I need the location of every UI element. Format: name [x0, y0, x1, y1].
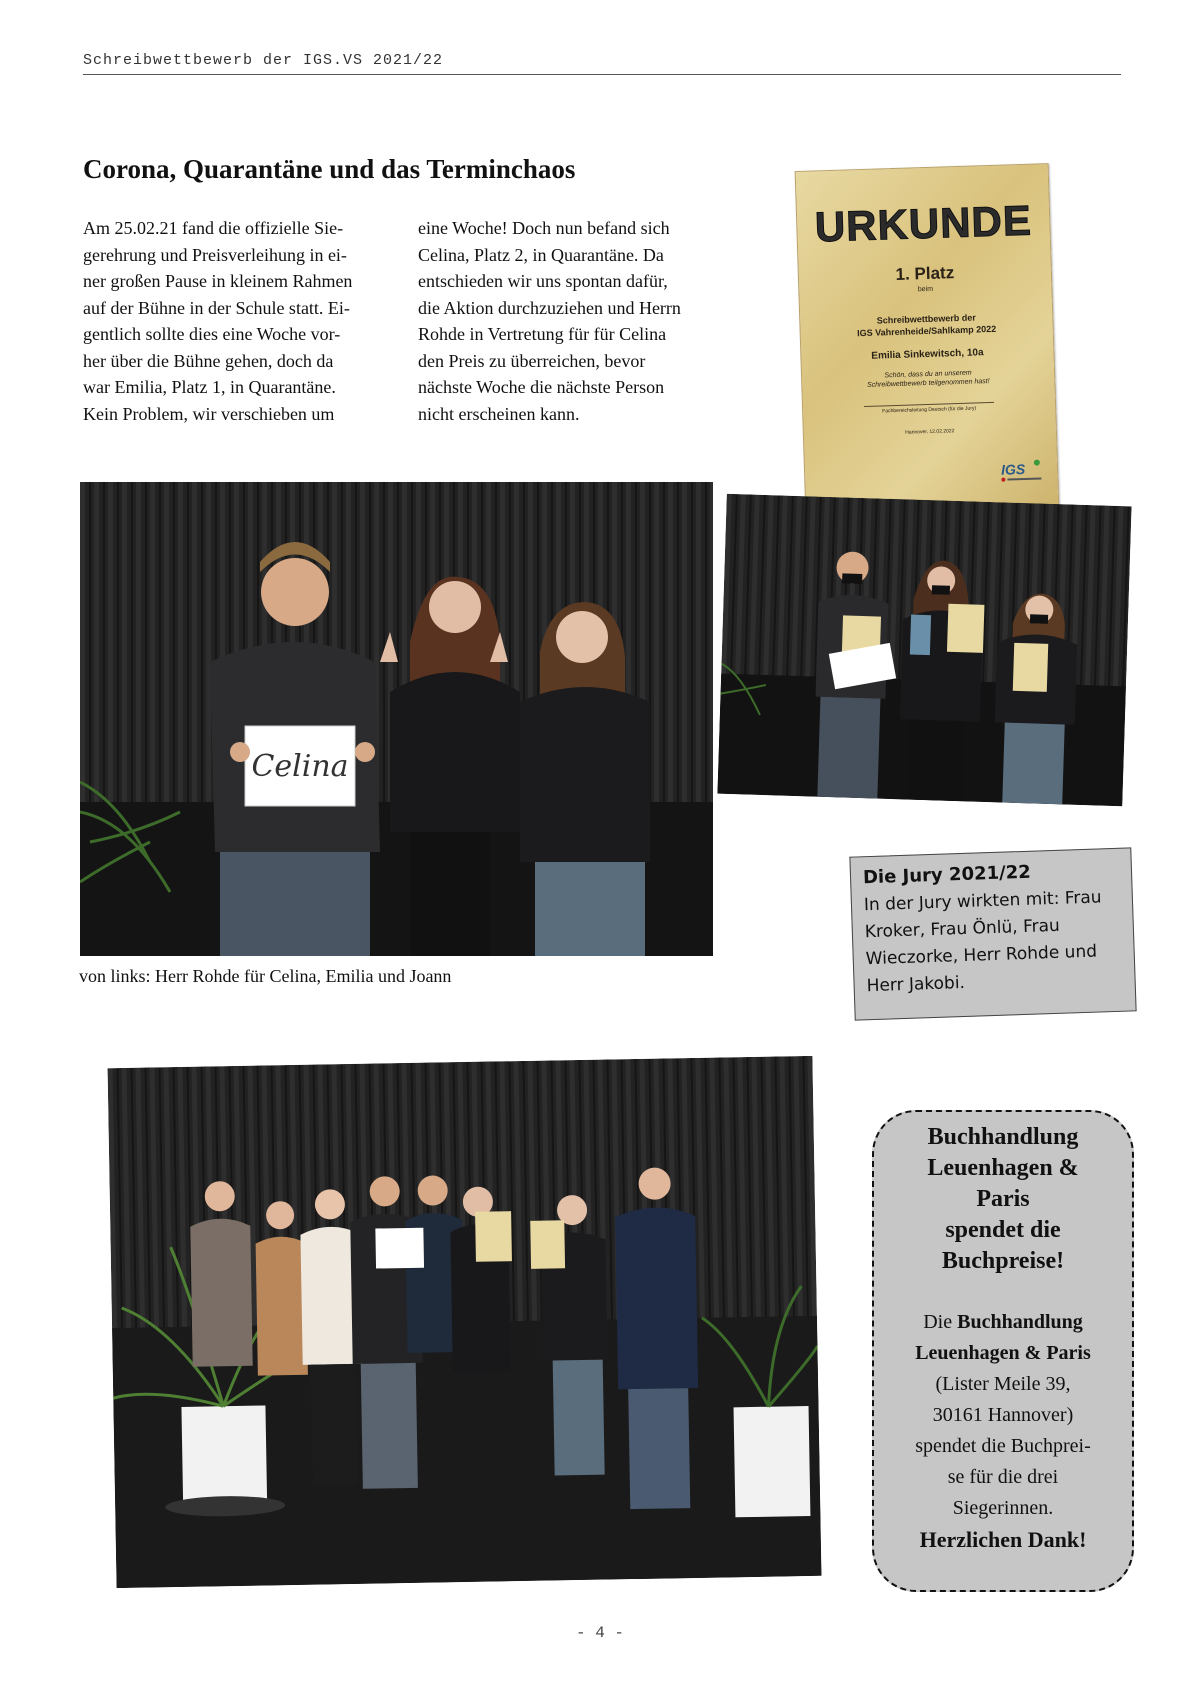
text-line: eine Woche! Doch nun befand sich: [418, 218, 670, 238]
article-title: Corona, Quarantäne und das Terminchaos: [83, 154, 576, 184]
text-line: gentlich sollte dies eine Woche vor-: [83, 324, 341, 344]
text-line: gerehrung und Preisverleihung in ei-: [83, 244, 347, 265]
photo-herr-rohde-emilia-joann: [80, 482, 713, 956]
text-line: nicht erscheinen kann.: [418, 403, 580, 424]
certificate-place: 1. Platz: [895, 263, 955, 284]
bookstore-headline: [874, 1122, 1132, 1277]
school-logo-icon: [997, 457, 1044, 484]
certificate-date: Hannover, 12.02.2022: [905, 428, 955, 436]
photo-caption: von links: Herr Rohde für Celina, Emilia und Joann: [79, 966, 452, 986]
article-column-1: [83, 215, 393, 427]
text-line: den Preis zu überreichen, bevor: [418, 350, 646, 371]
bookstore-body-line: spendet die Buchprei-: [915, 1435, 1091, 1457]
text-line: Am 25.02.21 fand die offizielle Sie-: [83, 218, 344, 238]
text-line: her über die Bühne gehen, doch da: [83, 350, 334, 371]
certificate-contest-line: IGS Vahrenheide/Sahlkamp 2022: [857, 323, 997, 339]
text-line: Kein Problem, wir verschieben um: [83, 403, 335, 424]
text-line: ner großen Pause in kleinem Rahmen: [83, 271, 353, 291]
certificate-name: Emilia Sinkewitsch, 10a: [871, 347, 984, 362]
bookstore-sponsor-box: [872, 1110, 1134, 1592]
bookstore-body-line: Siegerinnen.: [952, 1497, 1054, 1519]
certificate-thanks-line: Schön, dass du an unserem: [884, 369, 972, 380]
bookstore-body-line: se für die drei: [947, 1466, 1059, 1488]
photo-group-jury-winners: [108, 1056, 822, 1588]
bookstore-headline-line: spendet die: [945, 1217, 1061, 1243]
article-column-2: [418, 215, 728, 427]
text-line: Celina, Platz 2, in Quarantäne. Da: [418, 244, 664, 265]
page-number: - 4 -: [575, 1624, 624, 1642]
jury-line: Herr Jakobi.: [866, 972, 966, 997]
jury-title: Die Jury 2021/22: [862, 861, 1032, 889]
text-line: auf der Bühne in der Schule statt. Ei-: [83, 297, 350, 318]
bookstore-body-line: 30161 Hannover): [932, 1404, 1074, 1426]
text-line: entschieden wir uns spontan dafür,: [418, 271, 668, 291]
certificate-contest-line: Schreibwettbewerb der: [876, 312, 976, 326]
bookstore-body-pre: Die: [923, 1311, 953, 1333]
bookstore-headline-line: Paris: [976, 1186, 1030, 1212]
jury-line: Kroker, Frau Önlü, Frau: [864, 915, 1061, 943]
jury-info-box: [849, 847, 1136, 1020]
certificate-title: URKUNDE: [814, 196, 1033, 251]
svg-text:IGS: IGS: [1000, 460, 1026, 478]
bookstore-thanks: Herzlichen Dank!: [919, 1527, 1087, 1552]
bookstore-name: Leuenhagen & Paris: [915, 1342, 1091, 1364]
bookstore-body-line: (Lister Meile 39,: [935, 1373, 1071, 1395]
photo-three-winners: [717, 494, 1131, 807]
bookstore-body: [874, 1307, 1132, 1555]
text-line: nächste Woche die nächste Person: [418, 377, 665, 397]
text-line: die Aktion durchzuziehen und Herrn: [418, 297, 681, 318]
jury-line: In der Jury wirkten mit: Frau: [863, 887, 1102, 916]
bookstore-headline-line: Leuenhagen &: [927, 1155, 1079, 1181]
bookstore-headline-line: Buchpreise!: [941, 1248, 1065, 1274]
text-line: Rohde in Vertretung für für Celina: [418, 324, 667, 344]
text-line: war Emilia, Platz 1, in Quarantäne.: [83, 377, 336, 397]
running-header: Schreibwettbewerb der IGS.VS 2021/22: [83, 52, 1121, 75]
celina-sign-text: Celina: [251, 749, 349, 784]
certificate-thanks: [802, 366, 1054, 392]
bookstore-name: Buchhandlung: [957, 1311, 1083, 1333]
certificate-image: [795, 163, 1060, 518]
certificate-contest: [800, 309, 1053, 341]
certificate-thanks-line: Schreibwettbewerb teilgenommen hast!: [866, 378, 990, 389]
bookstore-body-line: [874, 1307, 1132, 1338]
jury-line: Wieczorke, Herr Rohde und: [865, 941, 1098, 970]
bookstore-headline-line: Buchhandlung: [927, 1124, 1079, 1150]
jury-body: [864, 884, 1123, 1000]
certificate-signature-line: Fachbereichsleitung Deutsch (für die Jury): [864, 402, 994, 415]
certificate-small: beim: [917, 285, 934, 294]
